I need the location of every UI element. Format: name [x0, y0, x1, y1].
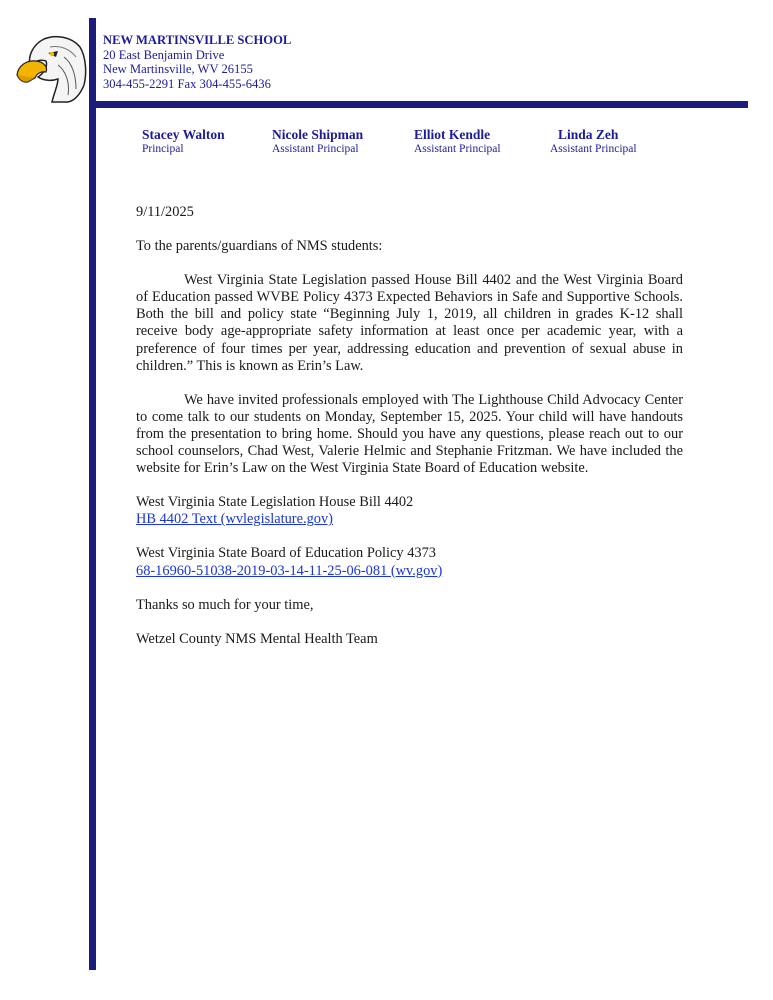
vertical-rule — [89, 18, 96, 970]
staff-name: Nicole Shipman — [272, 127, 364, 142]
hb4402-link[interactable]: HB 4402 Text (wvlegislature.gov) — [136, 511, 333, 528]
staff-assistant-principal-1 — [272, 127, 363, 156]
policy4373-link[interactable]: 68-16960-51038-2019-03-14-11-25-06-081 (wv.gov) — [136, 562, 443, 579]
staff-role: Assistant Principal — [414, 143, 501, 155]
reference-2-label: West Virginia State Board of Education Policy 4373 — [136, 545, 437, 562]
staff-name: Linda Zeh — [558, 127, 619, 142]
reference-2 — [136, 545, 683, 579]
school-address-line1: 20 East Benjamin Drive — [103, 47, 225, 62]
horizontal-rule — [89, 101, 748, 108]
school-name: NEW MARTINSVILLE SCHOOL — [103, 33, 292, 47]
letter-date: 9/11/2025 — [136, 204, 194, 220]
letter-paragraph-2: We have invited professionals employed with The Lighthouse Child Advocacy Center to come talk to our students on Monday, September 15, 2025. Your child will have handouts from the presentation to bring home. Should you have any questions, please reach out to our school counselors, Chad West, Valerie Helmic and Stephanie Fritzman. We have included the website for Erin’s Law on the West Virginia State Board of Education website. — [136, 391, 683, 477]
staff-assistant-principal-2 — [414, 127, 501, 156]
letter-salutation: To the parents/guardians of NMS students: — [136, 238, 383, 255]
staff-name: Elliot Kendle — [414, 127, 491, 142]
staff-principal — [142, 127, 225, 156]
reference-1 — [136, 494, 683, 528]
letter-body — [136, 204, 683, 665]
staff-role: Assistant Principal — [272, 143, 359, 155]
reference-1-label: West Virginia State Legislation House Bill 4402 — [136, 494, 414, 511]
staff-role: Assistant Principal — [550, 143, 637, 155]
letter-closing: Thanks so much for your time, — [136, 596, 314, 613]
staff-assistant-principal-3 — [550, 127, 637, 156]
letter-paragraph-1: West Virginia State Legislation passed House Bill 4402 and the West Virginia Board of Education passed WVBE Policy 4373 Expected Behaviors in Safe and Supportive Schools. Both the bill and policy state “Beginning July 1, 2019, all children in grades K-12 shall receive body age-appropriate safety information at least once per academic year, with a preference of four times per year, addressing education and prevention of sexual abuse in children.” This is known as Erin’s Law. — [136, 272, 683, 374]
school-header — [103, 33, 291, 91]
staff-name: Stacey Walton — [142, 127, 225, 142]
staff-role: Principal — [142, 143, 184, 155]
letter-signature: Wetzel County NMS Mental Health Team — [136, 630, 378, 647]
eagle-logo — [14, 35, 88, 103]
school-phone: 304-455-2291 Fax 304-455-6436 — [103, 76, 271, 91]
school-address-line2: New Martinsville, WV 26155 — [103, 62, 253, 77]
